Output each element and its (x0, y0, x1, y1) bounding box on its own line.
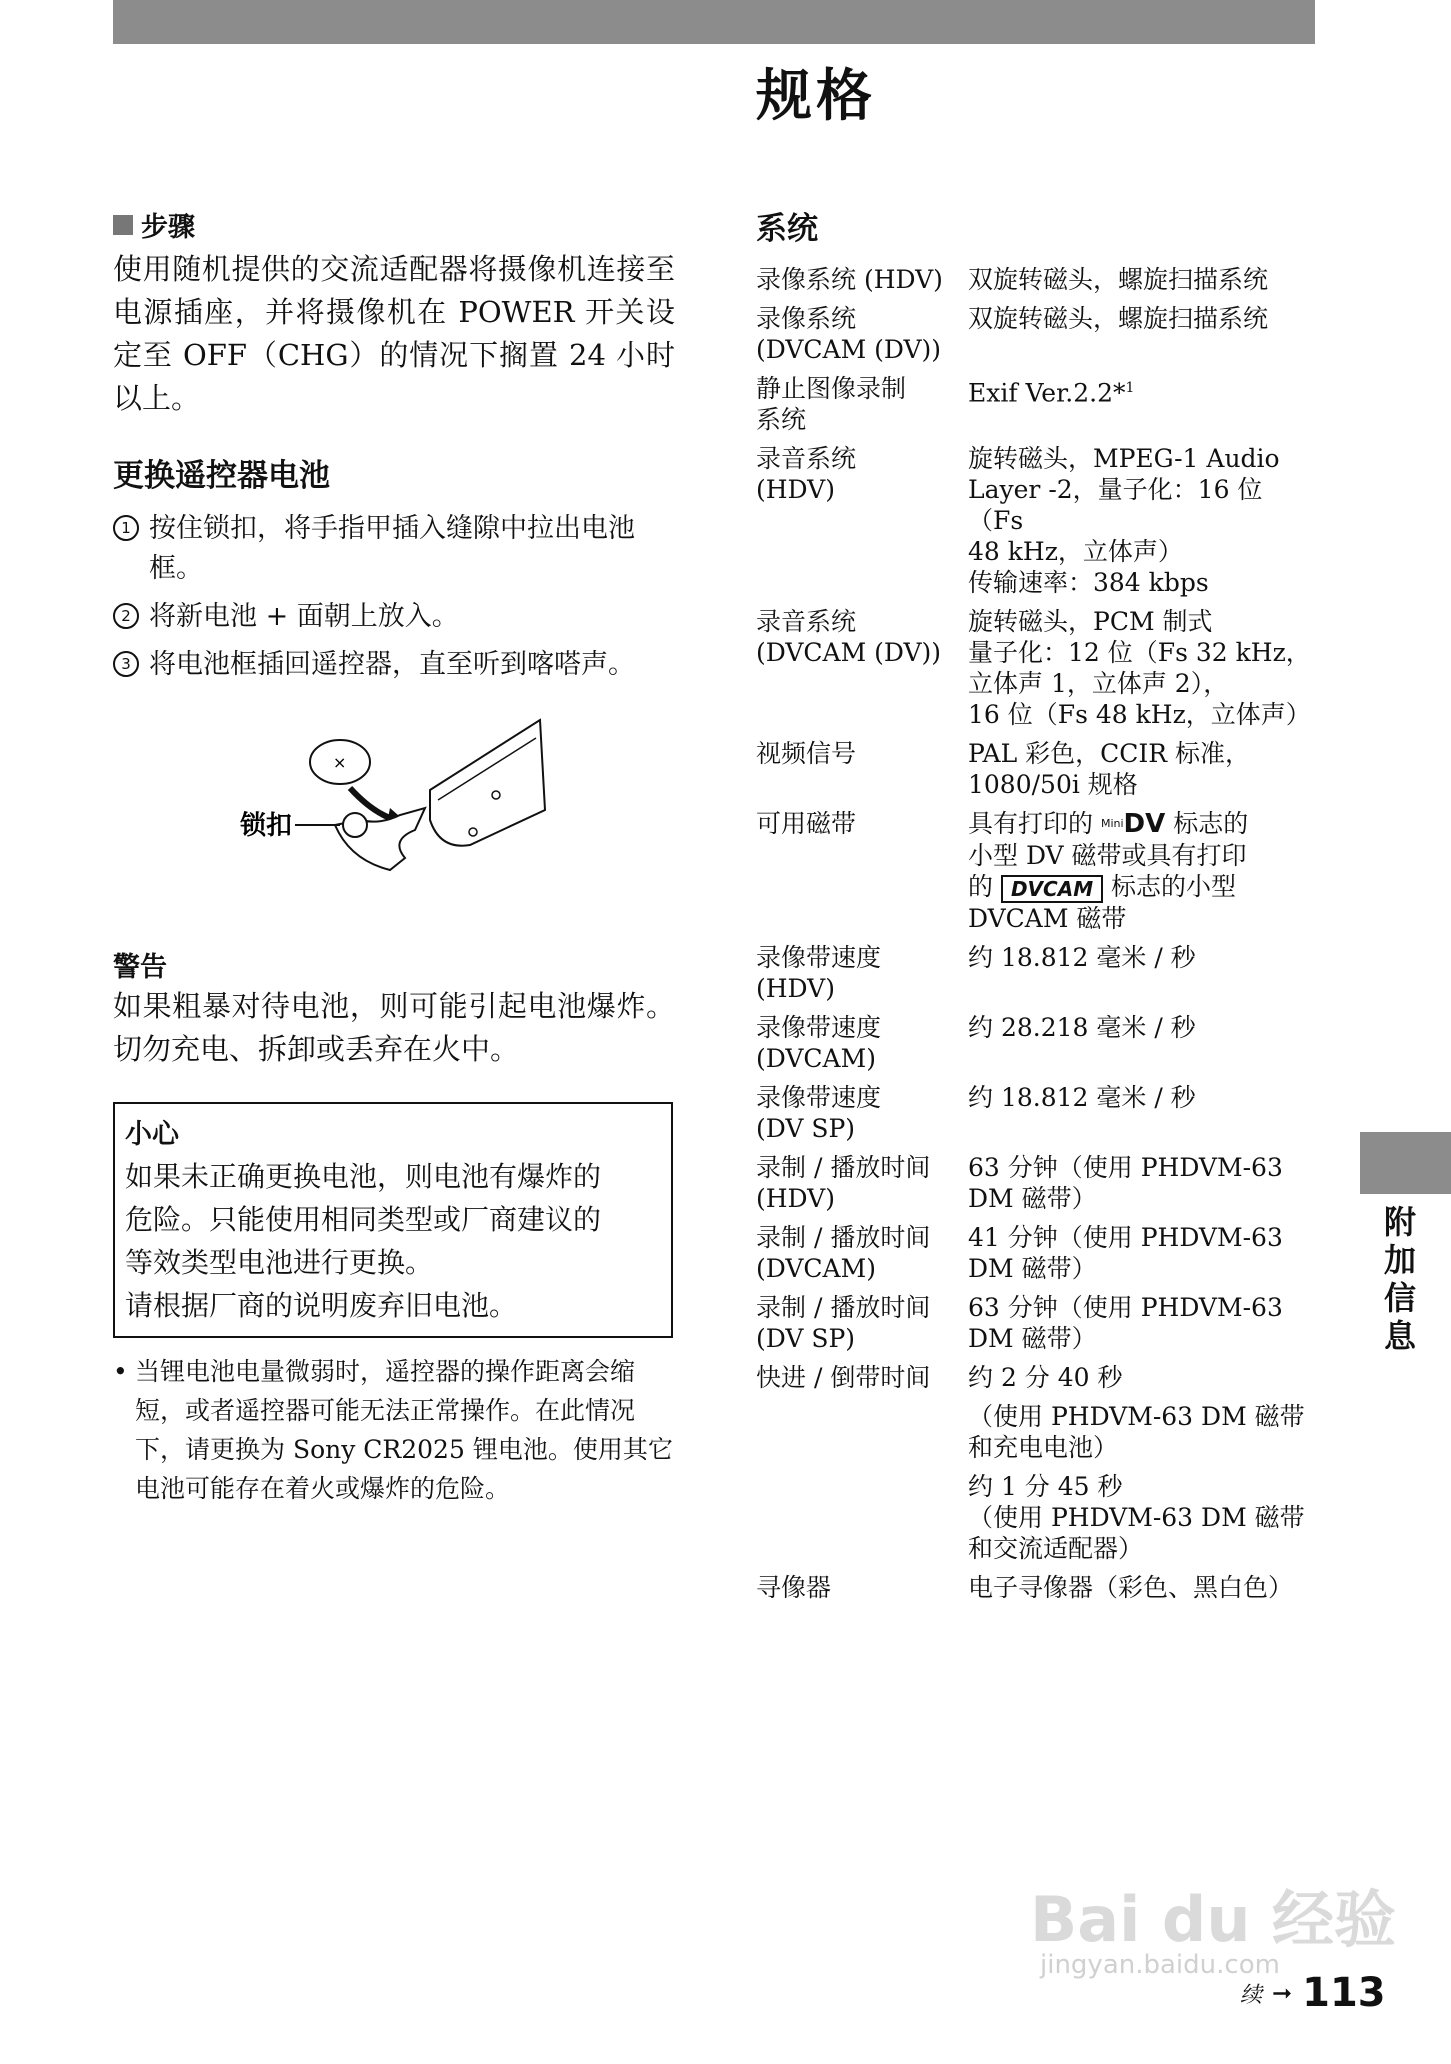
remote-battery-illustration (240, 710, 560, 890)
spec-value (968, 373, 1316, 435)
circled-number-icon: 2 (113, 603, 139, 629)
caution-line: 等效类型电池进行更换。 (125, 1246, 434, 1279)
system-heading: 系统 (756, 211, 818, 247)
square-bullet-icon (113, 215, 133, 235)
spec-key-line: (DV SP) (756, 1323, 856, 1353)
spec-row (756, 303, 1316, 365)
side-tab-label: 附加信息 (1379, 1205, 1417, 1357)
spec-value-line: 41 分钟（使用 PHDVM-63 (968, 1222, 1283, 1252)
spec-row (756, 1572, 1316, 1603)
spec-value-line: 传输速率：384 kbps (968, 568, 1209, 597)
spec-key-line: (DVCAM) (756, 1043, 876, 1073)
spec-value-line: 约 1 分 45 秒 (968, 1471, 1123, 1501)
spec-key (756, 303, 968, 365)
spec-table (756, 264, 1316, 1611)
battery-heading: 更换遥控器电池 (113, 458, 330, 494)
spec-row (756, 443, 1316, 598)
continued-label: 续 (1240, 1982, 1263, 2008)
spec-value-line: 16 位（Fs 48 kHz，立体声） (968, 700, 1311, 729)
spec-key (756, 1012, 968, 1074)
caution-line: 如果未正确更换电池，则电池有爆炸的 (125, 1160, 602, 1193)
spec-value (968, 1362, 1316, 1393)
spec-key (756, 1292, 968, 1354)
spec-value-line: 具有打印的 $^{Mini}$DV 标志的 (968, 809, 1249, 839)
spec-key-line: (HDV) (756, 1183, 835, 1213)
spec-value-line: 约 18.812 毫米 / 秒 (968, 942, 1196, 972)
caution-heading: 小心 (125, 1119, 179, 1150)
spec-key-line: 录音系统 (756, 444, 857, 473)
spec-key (756, 1362, 968, 1393)
spec-row (756, 1152, 1316, 1214)
step-item (113, 509, 675, 589)
spec-key-line: (DVCAM (DV)) (756, 335, 942, 364)
spec-key-line: 可用磁带 (756, 809, 857, 838)
spec-value (968, 942, 1316, 1004)
spec-value-line: 1080/50i 规格 (968, 770, 1138, 799)
spec-row (756, 264, 1316, 295)
spec-key (756, 808, 968, 934)
spec-value (968, 1292, 1316, 1354)
spec-key (756, 443, 968, 598)
spec-key-line: 录制 / 播放时间 (756, 1152, 931, 1182)
step-text-1: 按住锁扣，将手指甲插入缝隙中拉出电池框。 (149, 513, 635, 584)
spec-key (756, 1082, 968, 1144)
step-item (113, 597, 675, 637)
spec-row (756, 808, 1316, 934)
spec-value (968, 1222, 1316, 1284)
spec-key-line: (DV SP) (756, 1113, 856, 1143)
spec-value-line: 电子寻像器（彩色、黑白色） (968, 1572, 1294, 1602)
spec-key-line: 录像系统 (756, 304, 857, 333)
svg-text:×: × (333, 753, 347, 772)
spec-row (756, 1401, 1316, 1463)
step-text: 使用随机提供的交流适配器将摄像机连接至电源插座，并将摄像机在 POWER 开关设定至 OFF（CHG）的情况下搁置 24 小时以上。 (113, 252, 675, 415)
spec-value-line: 48 kHz，立体声） (968, 537, 1183, 566)
step-heading (113, 205, 675, 244)
circled-number-icon: 1 (113, 515, 139, 541)
spec-value (968, 1012, 1316, 1074)
spec-value (968, 738, 1316, 800)
spec-row (756, 373, 1316, 435)
spec-row (756, 1082, 1316, 1144)
spec-value (968, 303, 1316, 365)
spec-value (968, 1401, 1316, 1463)
spec-value-line: PAL 彩色，CCIR 标准， (968, 739, 1251, 768)
spec-key-line: 视频信号 (756, 739, 857, 768)
step-item (113, 645, 675, 685)
spec-value-line: DM 磁带） (968, 1323, 1097, 1353)
spec-key (756, 606, 968, 730)
arrow-right-icon: ➞ (1272, 1979, 1293, 2007)
page-title: 规格 (756, 64, 876, 129)
spec-key-line: (DVCAM (DV)) (756, 638, 942, 667)
spec-value-line: 63 分钟（使用 PHDVM-63 (968, 1292, 1283, 1322)
caution-box (113, 1102, 673, 1338)
spec-key (756, 1222, 968, 1284)
spec-key-line: 录像带速度 (756, 942, 882, 972)
spec-key-line: (DVCAM) (756, 1253, 876, 1283)
spec-value-line: 立体声 1，立体声 2）， (968, 669, 1229, 698)
spec-value-line: 63 分钟（使用 PHDVM-63 (968, 1152, 1283, 1182)
spec-value-line: 约 18.812 毫米 / 秒 (968, 1082, 1196, 1112)
spec-key (756, 373, 968, 435)
left-column (113, 205, 675, 693)
spec-row (756, 738, 1316, 800)
spec-row (756, 1362, 1316, 1393)
spec-value-line: 双旋转磁头，螺旋扫描系统 (968, 265, 1269, 294)
battery-steps (113, 509, 675, 685)
spec-value-line: DM 磁带） (968, 1183, 1097, 1213)
circled-number-icon: 3 (113, 651, 139, 677)
spec-key-line: 录像系统 (HDV) (756, 265, 943, 294)
spec-value-line: 约 2 分 40 秒 (968, 1362, 1123, 1392)
caution-text (125, 1155, 661, 1327)
spec-row (756, 1292, 1316, 1354)
spec-key (756, 942, 968, 1004)
spec-value-line: Exif Ver.2.2*$^1$ (968, 378, 1135, 408)
step-text-3: 将电池框插回遥控器，直至听到喀嗒声。 (149, 649, 635, 680)
spec-key-line: 录像带速度 (756, 1082, 882, 1112)
step-text-2: 将新电池 + 面朝上放入。 (149, 601, 459, 632)
spec-value (968, 606, 1316, 730)
spec-key-line: 快进 / 倒带时间 (756, 1362, 931, 1392)
spec-value-line: 和交流适配器） (968, 1533, 1144, 1563)
watermark-logo: Bai du 经验 (1030, 1883, 1397, 1956)
spec-row (756, 942, 1316, 1004)
spec-value-line: 旋转磁头，MPEG-1 Audio (968, 444, 1280, 473)
spec-value-line: 约 28.218 毫米 / 秒 (968, 1012, 1196, 1042)
spec-value-line: 量子化：12 位（Fs 32 kHz， (968, 638, 1311, 667)
page-number: 113 (1302, 1970, 1386, 2016)
spec-value-line: （使用 PHDVM-63 DM 磁带 (968, 1502, 1305, 1532)
lock-label: 锁扣 (240, 811, 293, 841)
spec-value (968, 808, 1316, 934)
spec-value-line: DVCAM 磁带 (968, 903, 1127, 933)
spec-value (968, 1082, 1316, 1144)
spec-value (968, 1471, 1316, 1564)
spec-value-line: 旋转磁头，PCM 制式 (968, 607, 1213, 636)
watermark-url: jingyan.baidu.com (1040, 1950, 1280, 1980)
spec-key-line: 录制 / 播放时间 (756, 1222, 931, 1252)
spec-key-line: 录像带速度 (756, 1012, 882, 1042)
spec-value (968, 1152, 1316, 1214)
spec-value (968, 264, 1316, 295)
spec-key-line: 静止图像录制 (756, 374, 907, 403)
spec-value-line: 的 DVCAM 标志的小型 (968, 872, 1237, 901)
mini-dv-logo-icon: $^{Mini}$DV (1100, 809, 1166, 839)
spec-key (756, 264, 968, 295)
spec-key (756, 1471, 968, 1564)
spec-value-line: 和充电电池） (968, 1432, 1119, 1462)
note-text: 当锂电池电量微弱时，遥控器的操作距离会缩短，或者遥控器可能无法正常操作。在此情况下，请更换为 Sony CR2025 锂电池。使用其它电池可能存在着火或爆炸的危险。 (135, 1357, 673, 1503)
spec-key-line: 系统 (756, 405, 807, 434)
warning-text: 如果粗暴对待电池，则可能引起电池爆炸。切勿充电、拆卸或丢弃在火中。 (113, 989, 675, 1066)
side-tab (1360, 1132, 1451, 1194)
bullet-icon: • (113, 1357, 128, 1386)
top-bar (113, 0, 1315, 44)
spec-row (756, 1012, 1316, 1074)
spec-key-line: (HDV) (756, 475, 835, 504)
battery-note (113, 1352, 675, 1508)
spec-row (756, 1471, 1316, 1564)
spec-key-line: (HDV) (756, 973, 835, 1003)
spec-key-line: 寻像器 (756, 1572, 832, 1602)
warning-heading: 警告 (113, 952, 167, 983)
spec-value (968, 1572, 1316, 1603)
battery-tray-icon (240, 710, 560, 890)
spec-value-line: DM 磁带） (968, 1253, 1097, 1283)
spec-key-line: 录制 / 播放时间 (756, 1292, 931, 1322)
step-heading-text: 步骤 (141, 212, 195, 243)
spec-value-line: （使用 PHDVM-63 DM 磁带 (968, 1401, 1305, 1431)
spec-value (968, 443, 1316, 598)
dvcam-logo-icon: DVCAM (1001, 875, 1103, 903)
spec-row (756, 606, 1316, 730)
spec-key-line: 录音系统 (756, 607, 857, 636)
spec-value-line: Layer -2，量子化：16 位（Fs (968, 475, 1263, 535)
caution-line: 请根据厂商的说明废弃旧电池。 (125, 1289, 518, 1322)
spec-key (756, 738, 968, 800)
spec-key (756, 1401, 968, 1463)
page-footer (1240, 1970, 1386, 2016)
spec-key (756, 1152, 968, 1214)
spec-key (756, 1572, 968, 1603)
spec-value-line: 小型 DV 磁带或具有打印 (968, 841, 1247, 870)
caution-line: 危险。只能使用相同类型或厂商建议的 (125, 1203, 602, 1236)
spec-value-line: 双旋转磁头，螺旋扫描系统 (968, 304, 1269, 333)
spec-row (756, 1222, 1316, 1284)
